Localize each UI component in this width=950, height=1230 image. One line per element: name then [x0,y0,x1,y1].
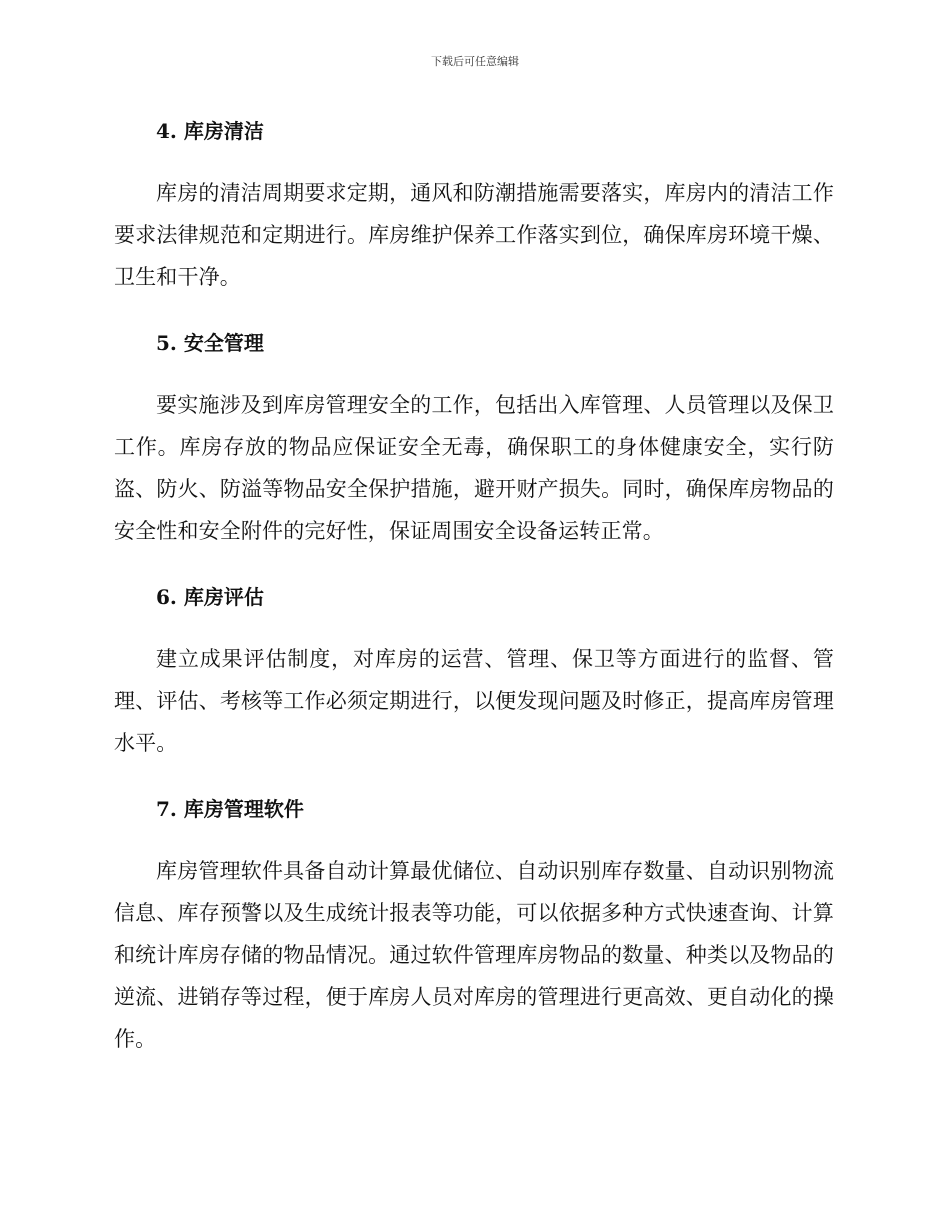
page-header: 下载后可任意编辑 [431,55,519,68]
section-body-software: 库房管理软件具备自动计算最优储位、自动识别库存数量、自动识别物流信息、库存预警以及生成统计报表等功能，可以依据多种方式快速查询、计算和统计库房存储的物品情况。通过软件管理库房物品的数量、种类以及物品的逆流、进销存等过程，便于库房人员对库房的管理进行更高效、更自动化的操作。 [114,859,834,1051]
document-body [114,110,834,1084]
section-body-safety: 要实施涉及到库房管理安全的工作，包括出入库管理、人员管理以及保卫工作。库房存放的物品应保证安全无毒，确保职工的身体健康安全，实行防盗、防火、防溢等物品安全保护措施，避开财产损失。同时，确保库房物品的安全性和安全附件的完好性，保证周围安全设备运转正常。 [114,393,834,543]
section-heading-safety: 5. 安全管理 [156,331,264,355]
section-heading-cleaning: 4. 库房清洁 [156,119,264,143]
section-body-cleaning: 库房的清洁周期要求定期，通风和防潮措施需要落实，库房内的清洁工作要求法律规范和定期进行。库房维护保养工作落实到位，确保库房环境干燥、卫生和干净。 [114,181,834,289]
section-body-evaluation: 建立成果评估制度，对库房的运营、管理、保卫等方面进行的监督、管理、评估、考核等工作必须定期进行，以便发现问题及时修正，提高库房管理水平。 [114,647,834,755]
section-heading-software: 7. 库房管理软件 [156,797,304,821]
section-heading-evaluation: 6. 库房评估 [156,585,264,609]
